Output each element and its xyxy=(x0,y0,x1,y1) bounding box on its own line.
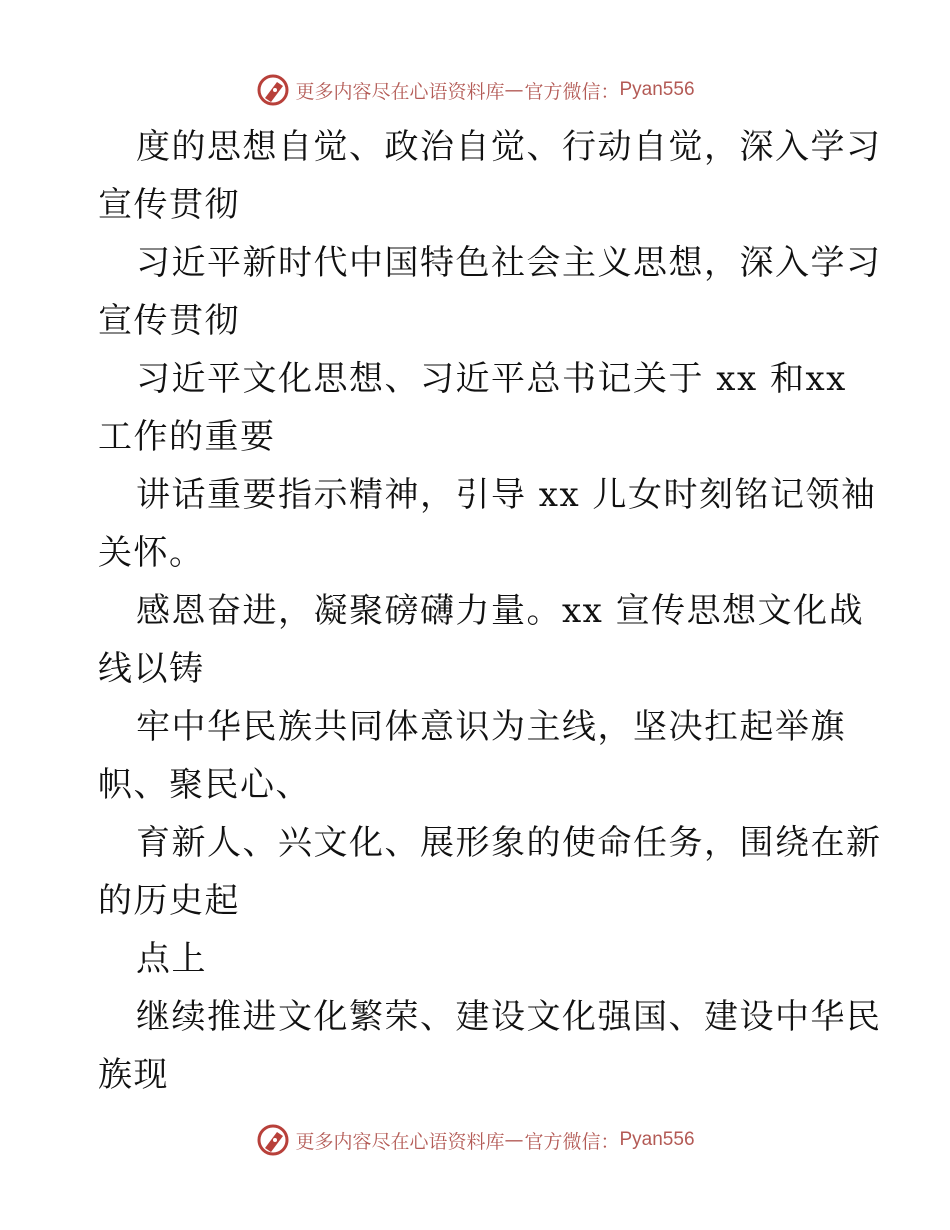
body-line: 宣传贯彻 xyxy=(98,185,240,225)
body-line: 的历史起 xyxy=(98,881,240,921)
body-line: 讲话重要指示精神，引导 xx 儿女时刻铭记领袖 xyxy=(136,475,877,515)
body-line: 点上 xyxy=(136,939,207,979)
body-line: 感恩奋进，凝聚磅礴力量。xx 宣传思想文化战 xyxy=(136,591,865,631)
body-line: 继续推进文化繁荣、建设文化强国、建设中华民 xyxy=(136,997,882,1037)
footer-separator: — xyxy=(504,1129,525,1151)
body-line: 习近平新时代中国特色社会主义思想，深入学习 xyxy=(136,243,882,283)
pen-nib-logo-icon xyxy=(255,72,291,108)
header-text: 更多内容尽在心语资料库 xyxy=(295,80,505,103)
body-line: 帜、聚民心、 xyxy=(98,765,311,805)
document-body xyxy=(98,118,882,1104)
footer-wechat-label: 官方微信： xyxy=(524,1130,620,1153)
body-line: 工作的重要 xyxy=(98,417,276,457)
body-line: 度的思想自觉、政治自觉、行动自觉，深入学习 xyxy=(136,127,882,167)
body-line: 习近平文化思想、习近平总书记关于 xx 和xx xyxy=(136,359,847,399)
header-banner xyxy=(0,70,950,110)
body-line: 线以铸 xyxy=(98,649,205,689)
pen-nib-logo-icon xyxy=(255,1122,291,1158)
body-line: 育新人、兴文化、展形象的使命任务，围绕在新 xyxy=(136,823,882,863)
body-line: 宣传贯彻 xyxy=(98,301,240,341)
footer-brand: Pyan556 xyxy=(619,1129,695,1150)
header-wechat-label: 官方微信： xyxy=(524,80,620,103)
header-separator: — xyxy=(504,79,525,101)
footer-banner xyxy=(0,1120,950,1160)
body-line: 族现 xyxy=(98,1055,169,1095)
body-line: 牢中华民族共同体意识为主线，坚决扛起举旗 xyxy=(136,707,846,747)
header-brand: Pyan556 xyxy=(619,79,695,100)
footer-text: 更多内容尽在心语资料库 xyxy=(295,1130,505,1153)
body-line: 关怀。 xyxy=(98,533,205,573)
